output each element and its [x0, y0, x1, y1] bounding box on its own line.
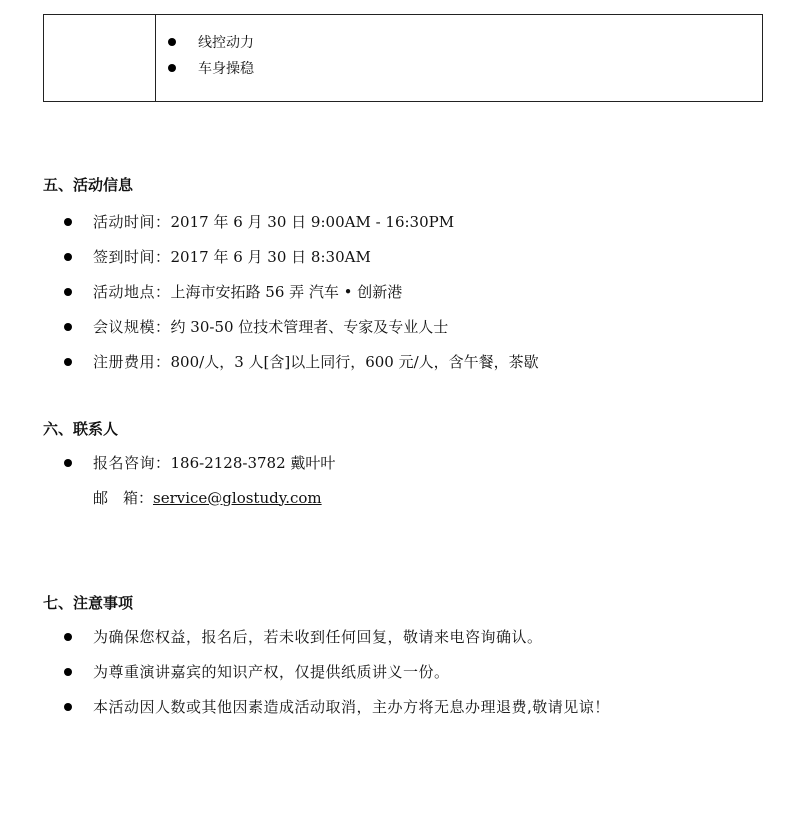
section-event-info — [43, 174, 763, 379]
table-list-item — [168, 55, 762, 81]
bullet-icon — [64, 459, 72, 467]
list-item-email — [43, 480, 763, 515]
bullet-icon — [64, 358, 72, 366]
section-title: 五、活动信息 — [43, 176, 134, 194]
table-item-text: 车身操稳 — [198, 61, 254, 77]
bullet-icon — [64, 288, 72, 296]
item-value: 上海市安拓路 56 弄 汽车 • 创新港 — [170, 283, 403, 301]
list-item-notice — [43, 619, 763, 654]
item-value: 约 30-50 位技术管理者、专家及专业人士 — [170, 318, 449, 336]
bullet-icon — [64, 323, 72, 331]
notice-text: 为尊重演讲嘉宾的知识产权，仅提供纸质讲义一份。 — [93, 663, 450, 681]
item-value: 2017 年 6 月 30 日 8:30AM — [170, 248, 371, 266]
email-label-a: 邮 — [93, 489, 109, 507]
bullet-icon — [64, 633, 72, 641]
bullet-icon — [168, 38, 176, 46]
bullet-icon — [64, 668, 72, 676]
notice-text: 为确保您权益，报名后，若未收到任何回复，敬请来电咨询确认。 — [93, 628, 543, 646]
list-item-location — [43, 274, 763, 309]
bullet-icon — [168, 64, 176, 72]
item-label: 报名咨询： — [93, 454, 171, 472]
list-item-scale — [43, 309, 763, 344]
list-item-notice — [43, 689, 763, 724]
section-title: 七、注意事项 — [43, 594, 134, 612]
topics-table-fragment — [43, 14, 763, 102]
list-item-fee — [43, 344, 763, 379]
section-contact — [43, 418, 763, 515]
table-item-text: 线控动力 — [198, 35, 254, 51]
bullet-icon — [64, 703, 72, 711]
section-title: 六、联系人 — [43, 420, 119, 438]
section-notices — [43, 592, 763, 724]
list-item-event-time — [43, 204, 763, 239]
item-label: 会议规模： — [93, 318, 171, 336]
table-right-cell — [156, 15, 762, 101]
item-value: 800/人，3 人[含]以上同行，600 元/人，含午餐，茶歇 — [170, 353, 539, 371]
notice-text: 本活动因人数或其他因素造成活动取消，主办方将无息办理退费,敬请见谅！ — [93, 698, 610, 716]
item-label: 活动时间： — [93, 213, 171, 231]
item-label: 签到时间： — [93, 248, 171, 266]
email-label — [93, 487, 153, 508]
email-label-b: 箱： — [122, 489, 153, 507]
list-item-signup — [43, 445, 763, 480]
item-value: 186-2128-3782 戴叶叶 — [170, 454, 336, 472]
item-value: 2017 年 6 月 30 日 9:00AM - 16:30PM — [170, 213, 455, 231]
item-label: 注册费用： — [93, 353, 171, 371]
table-list-item — [168, 29, 762, 55]
list-item-checkin-time — [43, 239, 763, 274]
item-label: 活动地点： — [93, 283, 171, 301]
email-link[interactable]: service@glostudy.com — [153, 488, 322, 507]
list-item-notice — [43, 654, 763, 689]
bullet-icon — [64, 253, 72, 261]
bullet-icon — [64, 218, 72, 226]
table-left-cell — [44, 15, 156, 101]
